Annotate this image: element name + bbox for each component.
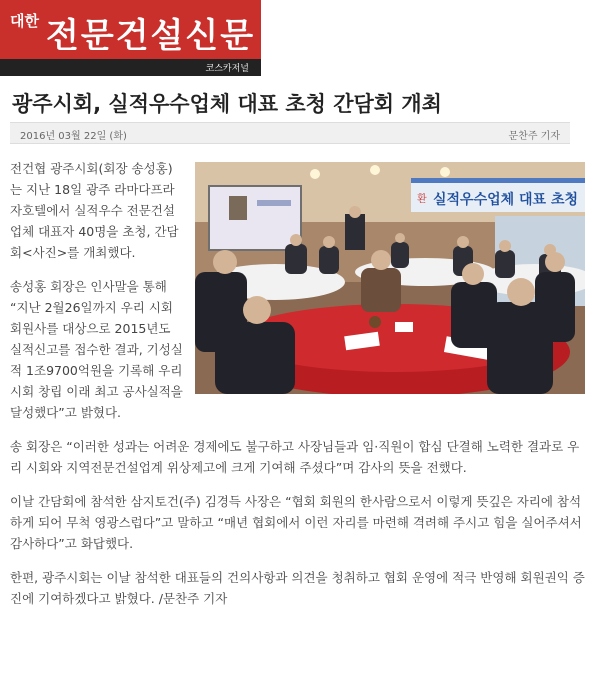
newspaper-name: 전문건설신문 bbox=[46, 16, 256, 56]
newspaper-masthead bbox=[0, 0, 261, 76]
meeting-photo-image bbox=[195, 162, 585, 394]
article-body bbox=[10, 158, 585, 622]
banner-side-text: 환 bbox=[417, 194, 427, 205]
reporter-name: 문찬주 기자 bbox=[508, 131, 560, 142]
paragraph-4: 이날 간담회에 참석한 삼지토건(주) 김경득 사장은 “협회 회원의 한사람으로서 이렇게 뜻깊은 자리에 참석하게 되어 무척 영광스럽다”고 말하고 “매년 협회에서 이런 자리를 마련해 격려해 주시고 힘을 실어주셔서 감사하다”고 화답했다. bbox=[10, 494, 582, 551]
banner-text: 실적우수업체 대표 초청 bbox=[433, 192, 578, 208]
paragraph-5: 한편, 광주시회는 이날 참석한 대표들의 건의사항과 의견을 청취하고 협회 운영에 적극 반영해 회원권익 증진에 기여하겠다고 밝혔다. /문찬주 기자 bbox=[10, 570, 585, 606]
masthead-subtitle: 코스카저널 bbox=[205, 64, 249, 74]
event-photo bbox=[195, 162, 585, 394]
publish-date: 2016년 03월 22일 (화) bbox=[20, 131, 127, 142]
paragraph-3: 송 회장은 “이러한 성과는 어려운 경제에도 불구하고 사장님들과 임·직원이 합심 단결해 노력한 결과로 우리 시회와 지역전문건설업계 위상제고에 크게 기여해 주셨다”며 감사의 뜻을 전했다. bbox=[10, 439, 580, 475]
article-meta-bar bbox=[10, 122, 570, 144]
paragraph-1: 전건협 광주시회(회장 송성홍)는 지난 18일 광주 라마다프라자호텔에서 실적우수 전문건설업체 대표자 40명을 초청, 간담회<사진>를 개최했다. bbox=[10, 161, 179, 260]
masthead-prefix: 대한 bbox=[10, 12, 39, 30]
article-headline: 광주시회, 실적우수업체 대표 초청 간담회 개최 bbox=[12, 92, 442, 116]
paragraph-2: 송성홍 회장은 인사말을 통해 “지난 2월26일까지 우리 시회 회원사를 대상으로 2015년도 실적신고를 접수한 결과, 기성실적 1조9700억원을 기록해 우리시회 창립 이래 최고 공사실적을 달성했다”고 밝혔다. bbox=[10, 279, 183, 420]
